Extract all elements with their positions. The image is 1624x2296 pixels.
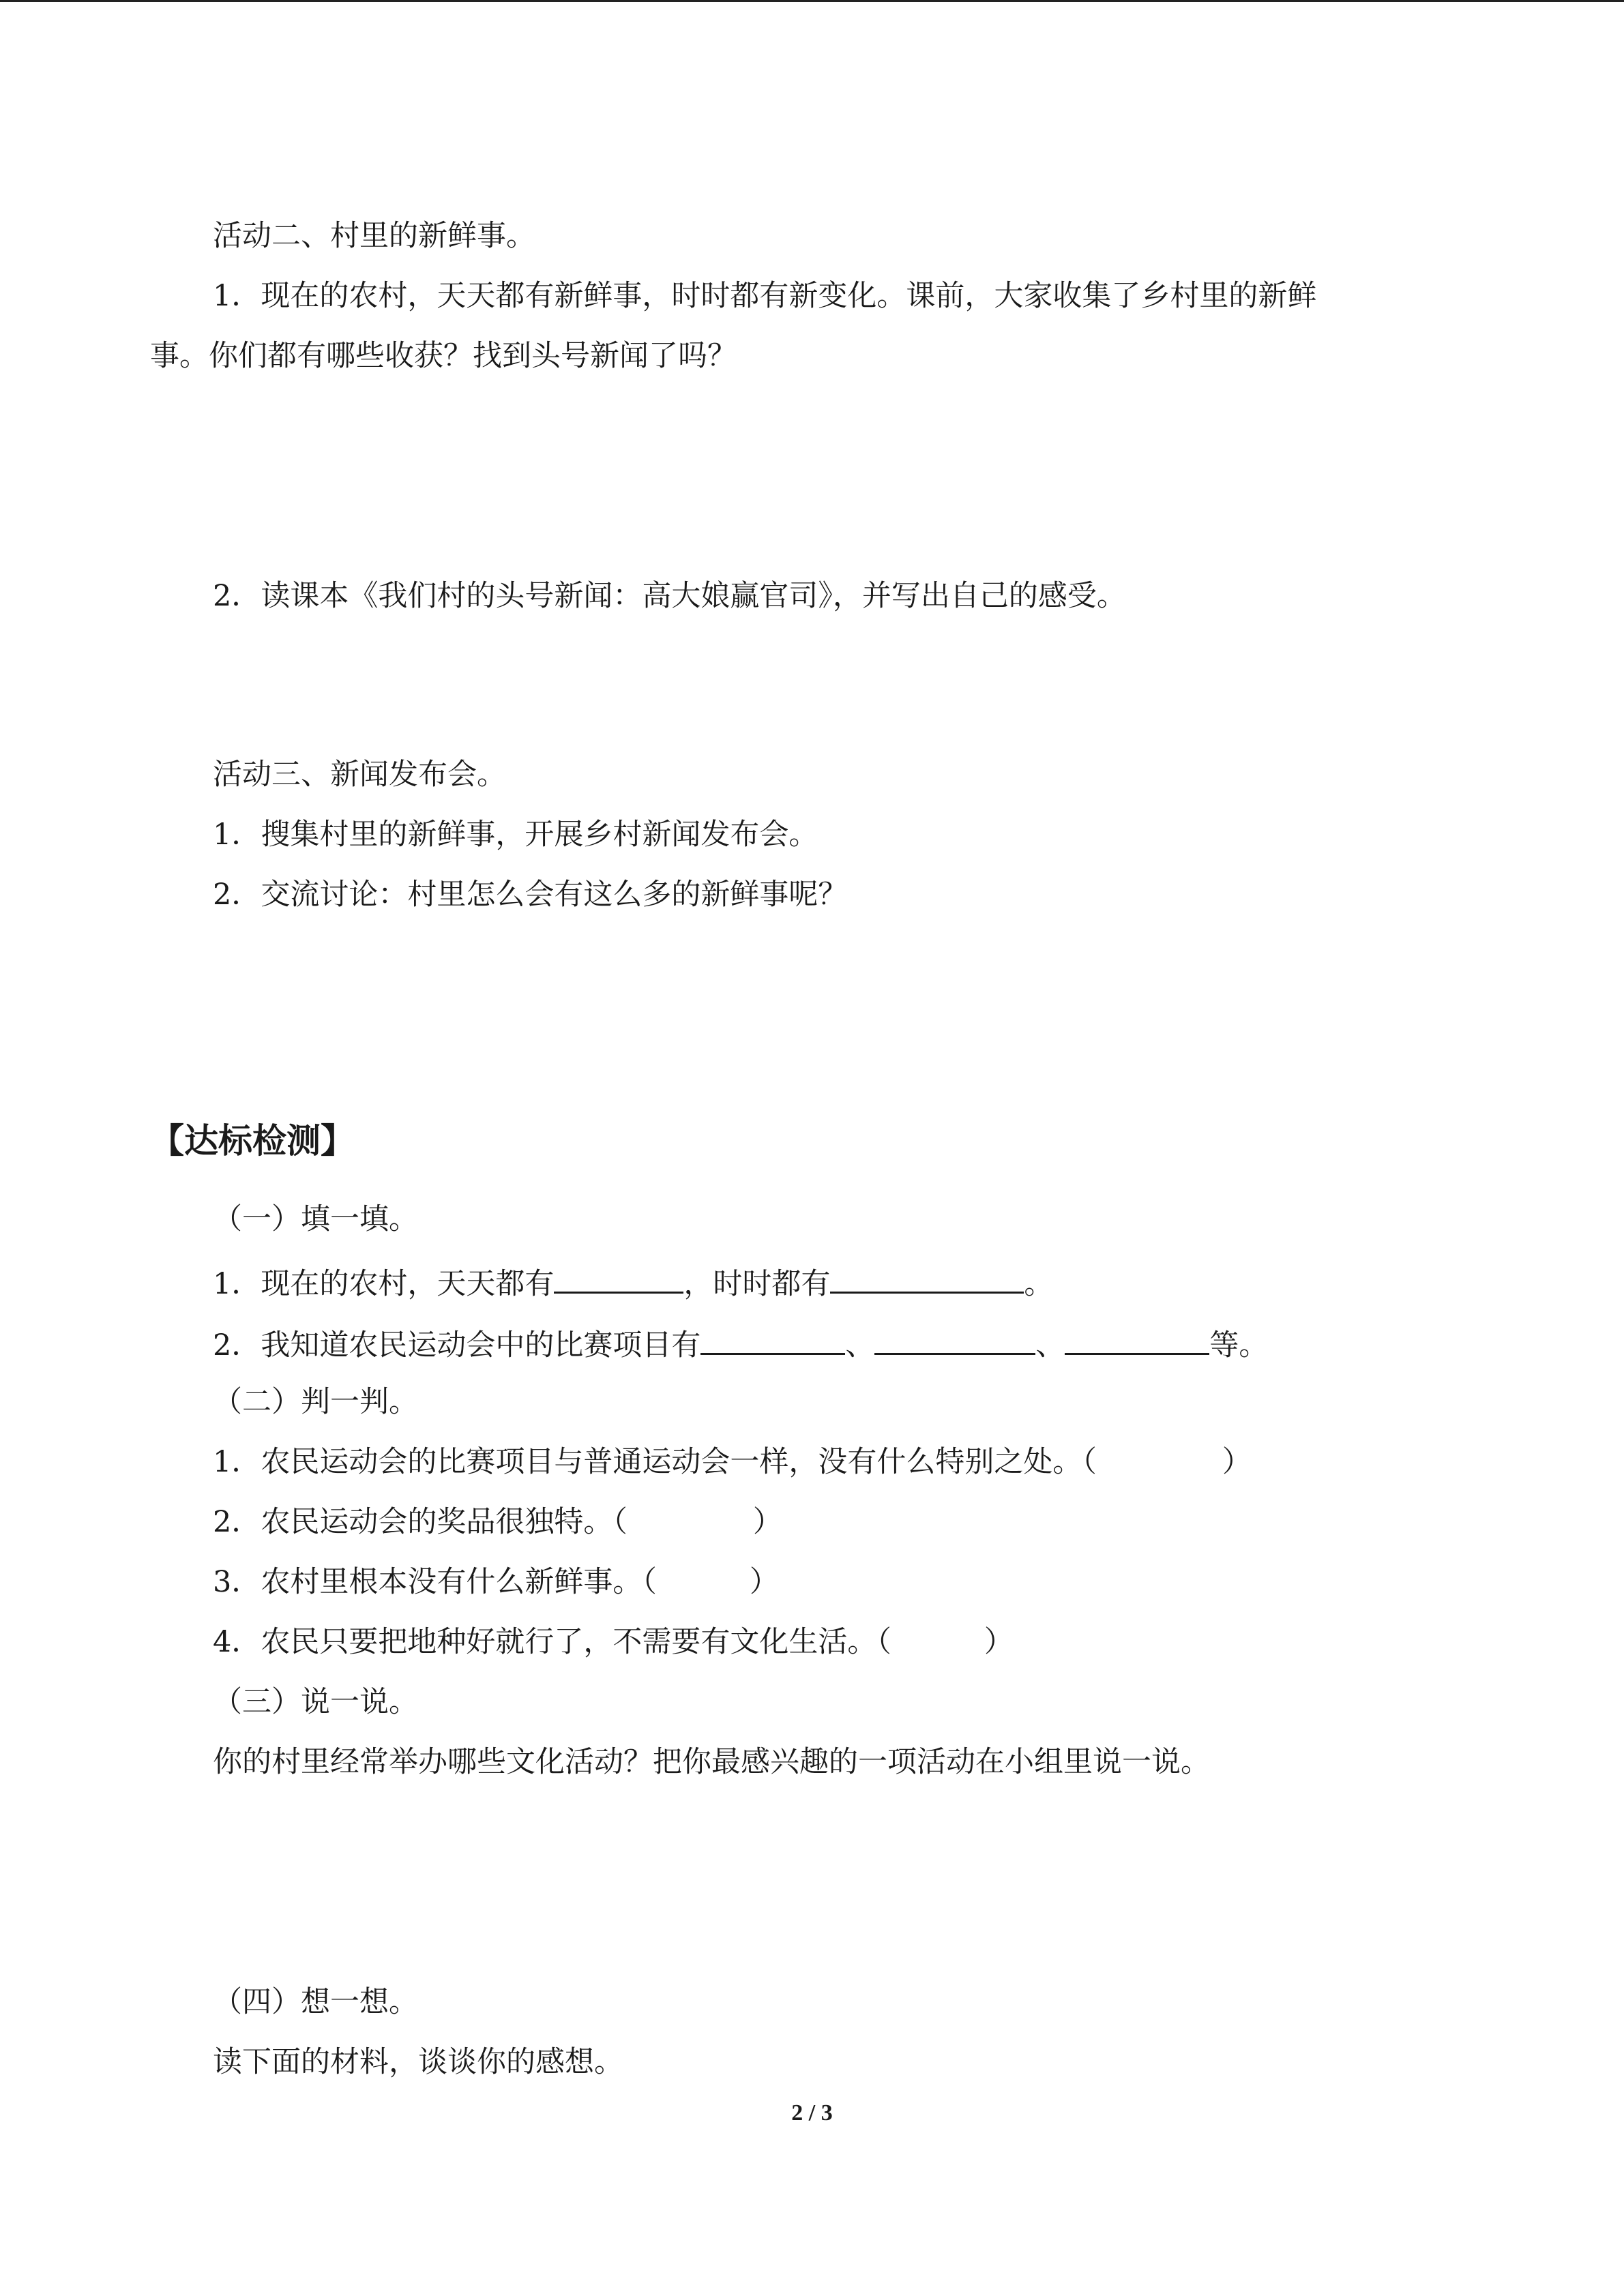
fill-blank-4[interactable] [874, 1322, 1035, 1355]
fill-blank-5[interactable] [1065, 1322, 1209, 1355]
activity-3-question-1: 1．搜集村里的新鲜事，开展乡村新闻发布会。 [213, 818, 818, 852]
fill-question-2-end: 等。 [1209, 1328, 1269, 1362]
fill-question-2-separator-2: 、 [1035, 1328, 1065, 1362]
fill-blank-2[interactable] [830, 1260, 1024, 1294]
assessment-heading: 【达标检测】 [150, 1121, 355, 1161]
fill-question-1 [213, 1260, 1053, 1304]
activity-3-question-2: 2．交流讨论：村里怎么会有这么多的新鲜事呢？ [213, 878, 848, 912]
part-4-title: （四）想一想。 [213, 1985, 418, 2019]
judge-question-2-text: 2．农民运动会的奖品很独特。（ [213, 1505, 628, 1539]
activity-2-question-2: 2．读课本《我们村的头号新闻：高大娘赢官司》，并写出自己的感受。 [213, 579, 1126, 613]
judge-question-1-close: ） [1222, 1445, 1252, 1479]
judge-question-2 [213, 1502, 782, 1542]
activity-2-title: 活动二、村里的新鲜事。 [213, 219, 535, 253]
fill-question-1-text-c: 。 [1024, 1267, 1054, 1301]
fill-question-2-separator-1: 、 [845, 1328, 875, 1362]
part-3-title: （三）说一说。 [213, 1685, 418, 1719]
top-border-rule [0, 0, 1624, 2]
judge-question-3-close: ） [749, 1565, 779, 1599]
part-1-title: （一）填一填。 [213, 1202, 418, 1236]
judge-question-1 [213, 1442, 1252, 1482]
judge-question-4 [213, 1622, 1014, 1663]
activity-2-question-1-line-1: 1．现在的农村，天天都有新鲜事，时时都有新变化。课前，大家收集了乡村里的新鲜 [213, 279, 1317, 313]
fill-question-2-text: 2．我知道农民运动会中的比赛项目有 [213, 1328, 701, 1362]
part-2-title: （二）判一判。 [213, 1385, 418, 1419]
judge-question-3 [213, 1562, 779, 1602]
judge-question-3-text: 3．农村里根本没有什么新鲜事。（ [213, 1565, 657, 1599]
judge-question-1-text: 1．农民运动会的比赛项目与普通运动会一样，没有什么特别之处。（ [213, 1445, 1097, 1479]
page-number: 2 / 3 [791, 2100, 833, 2126]
activity-3-title: 活动三、新闻发布会。 [213, 758, 506, 792]
part-4-prompt: 读下面的材料，谈谈你的感想。 [213, 2045, 623, 2079]
fill-question-2 [213, 1322, 1268, 1366]
part-3-prompt: 你的村里经常举办哪些文化活动？把你最感兴趣的一项活动在小组里说一说。 [213, 1745, 1210, 1779]
judge-question-2-close: ） [752, 1505, 782, 1539]
fill-blank-1[interactable] [554, 1260, 683, 1294]
fill-blank-3[interactable] [700, 1322, 845, 1355]
judge-question-4-close: ） [984, 1625, 1014, 1659]
fill-question-1-text-b: ，时时都有 [683, 1267, 831, 1301]
activity-2-question-1-line-2: 事。你们都有哪些收获？找到头号新闻了吗？ [150, 339, 737, 373]
judge-question-4-text: 4．农民只要把地种好就行了，不需要有文化生活。（ [213, 1625, 891, 1659]
fill-question-1-text-a: 1．现在的农村，天天都有 [213, 1267, 555, 1301]
